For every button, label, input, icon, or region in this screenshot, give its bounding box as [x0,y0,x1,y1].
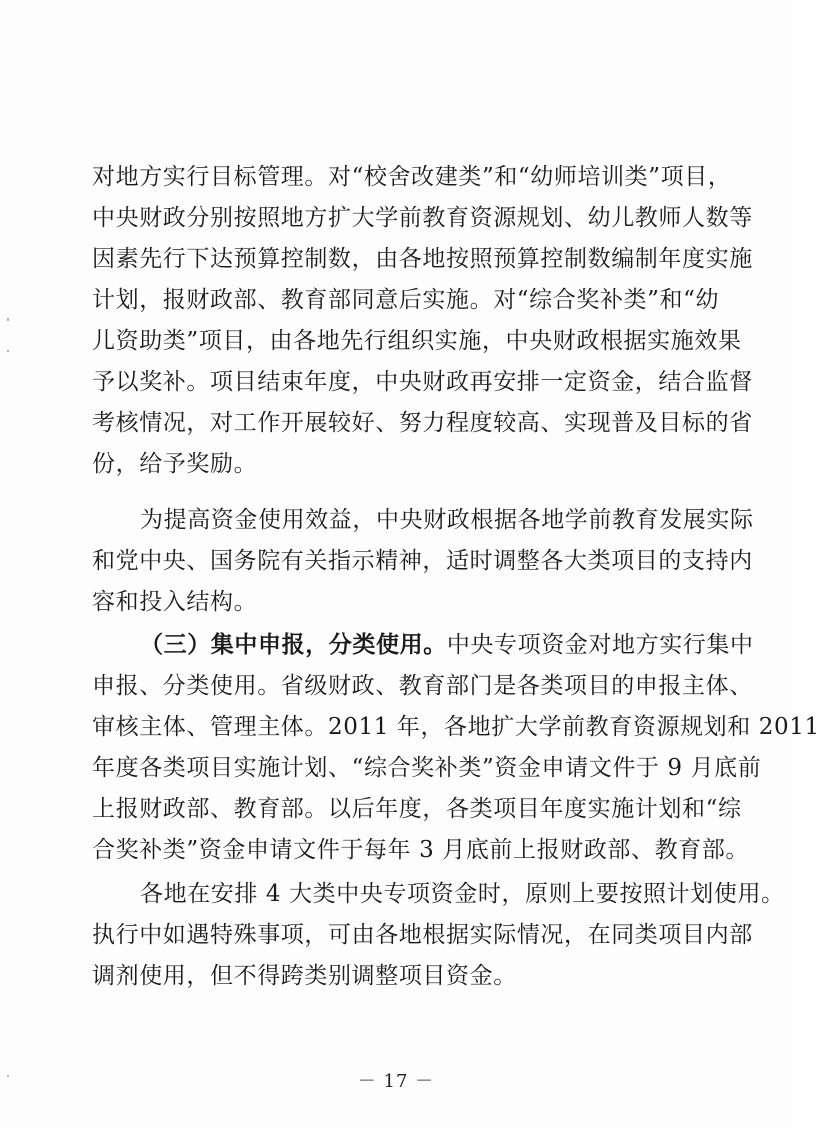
scan-artifact [7,350,9,352]
text-line: 份，给予奖励。 [92,451,258,477]
text-line: 合奖补类”资金申请文件于每年 3 月底前上报财政部、教育部。 [92,837,750,863]
text-line [140,630,754,660]
text-line: 调剂使用，但不得跨类别调整项目资金。 [92,963,517,989]
text-line: 为提高资金使用效益，中央财政根据各地学前教育发展实际 [140,507,754,533]
text-line: 容和投入结构。 [92,589,258,615]
scan-artifact [7,318,9,321]
text-line: 和党中央、国务院有关指示精神，适时调整各大类项目的支持内 [92,548,753,574]
text-line: 年度各类项目实施计划、“综合奖补类”资金申请文件于 9 月底前 [92,755,762,781]
text-line: 中央财政分别按照地方扩大学前教育资源规划、幼儿教师人数等 [92,205,753,231]
section-heading: （三）集中申报，分类使用。 [140,631,447,658]
text-line: 予以奖补。项目结束年度，中央财政再安排一定资金，结合监督 [92,369,753,395]
text-line: 考核情况，对工作开展较好、努力程度较高、实现普及目标的省 [92,410,753,436]
text-line: 儿资助类”项目，由各地先行组织实施，中央财政根据实施效果 [92,328,742,354]
text-line: 审核主体、管理主体。2011 年，各地扩大学前教育资源规划和 2011 [92,714,820,740]
text-run: 中央专项资金对地方实行集中 [446,632,754,658]
text-line: 计划，报财政部、教育部同意后实施。对“综合奖补类”和“幼 [92,287,720,313]
text-line: 因素先行下达预算控制数，由各地按照预算控制数编制年度实施 [92,246,753,272]
text-line: 上报财政部、教育部。以后年度，各类项目年度实施计划和“综 [92,796,742,822]
text-line: 各地在安排 4 大类中央专项资金时，原则上要按照计划使用。 [140,881,785,907]
text-line: 执行中如遇特殊事项，可由各地根据实际情况，在同类项目内部 [92,922,753,948]
text-line: 对地方实行目标管理。对“校舍改建类”和“幼师培训类”项目， [92,164,732,190]
text-line: 申报、分类使用。省级财政、教育部门是各类项目的申报主体、 [92,673,753,699]
page-number: － 17 － [357,1071,435,1092]
